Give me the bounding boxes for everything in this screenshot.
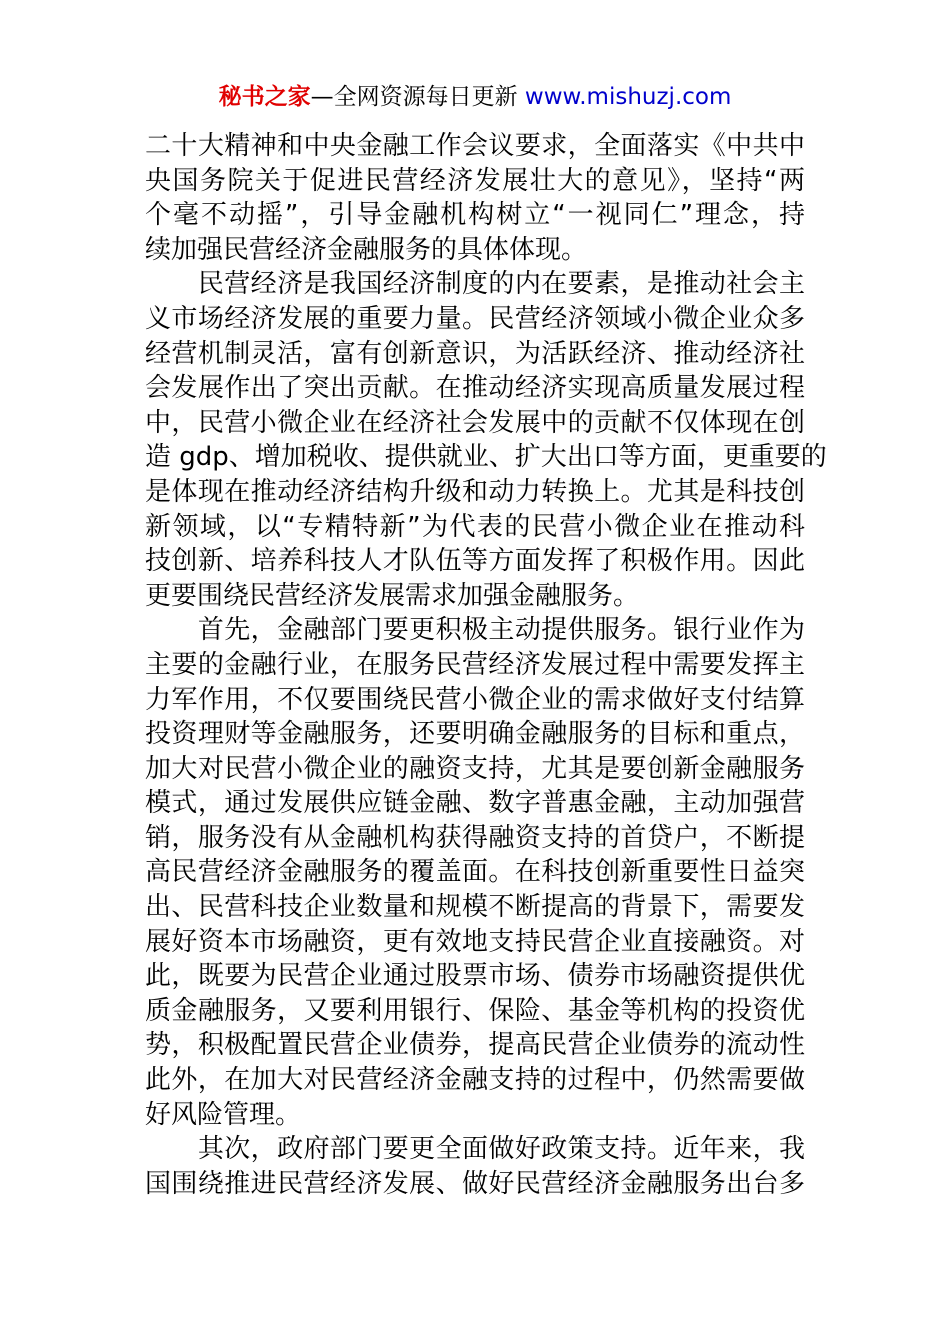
text-line: 力军作用，不仅要围绕民营小微企业的需求做好支付结算	[145, 684, 805, 715]
text-line: 民营经济是我国经济制度的内在要素，是推动社会主	[145, 269, 805, 300]
text-line: 出、民营科技企业数量和规模不断提高的背景下，需要发	[145, 892, 805, 923]
text-line: 质金融服务，又要利用银行、保险、基金等机构的投资优	[145, 995, 805, 1026]
document-body	[145, 129, 827, 1201]
paragraph	[145, 613, 805, 1132]
text-line: 投资理财等金融服务，还要明确金融服务的目标和重点，	[145, 719, 805, 750]
paragraph	[145, 267, 827, 613]
text-line: 国围绕推进民营经济发展、做好民营经济金融服务出台多	[145, 1168, 805, 1199]
text-line: 技创新、培养科技人才队伍等方面发挥了积极作用。因此	[145, 546, 805, 577]
text-line: 更要围绕民营经济发展需求加强金融服务。	[145, 580, 640, 611]
page-header	[0, 80, 950, 114]
text-line: 个毫不动摇”，引导金融机构树立“一视同仁”理念，持	[145, 200, 805, 231]
text-line: 高民营经济金融服务的覆盖面。在科技创新重要性日益突	[145, 857, 805, 888]
text-line: 续加强民营经济金融服务的具体体现。	[145, 234, 588, 265]
text-line: 此，既要为民营企业通过股票市场、债券市场融资提供优	[145, 961, 805, 992]
text-line: 义市场经济发展的重要力量。民营经济领域小微企业众多	[145, 303, 805, 334]
text-line: 此外，在加大对民营经济金融支持的过程中，仍然需要做	[145, 1065, 805, 1096]
site-url-link[interactable]: www.mishuzj.com	[524, 84, 732, 110]
text-line: 好风险管理。	[145, 1099, 302, 1130]
brand-name: 秘书之家	[218, 84, 311, 110]
text-line: 造 gdp、增加税收、提供就业、扩大出口等方面，更重要的	[145, 442, 827, 473]
text-line: 经营机制灵活，富有创新意识，为活跃经济、推动经济社	[145, 338, 805, 369]
text-line: 新领域，以“专精特新”为代表的民营小微企业在推动科	[145, 511, 805, 542]
text-line: 主要的金融行业，在服务民营经济发展过程中需要发挥主	[145, 649, 805, 680]
text-line: 加大对民营小微企业的融资支持，尤其是要创新金融服务	[145, 753, 805, 784]
text-line: 会发展作出了突出贡献。在推动经济实现高质量发展过程	[145, 373, 805, 404]
paragraph	[145, 1132, 805, 1201]
text-line: 展好资本市场融资，更有效地支持民营企业直接融资。对	[145, 926, 805, 957]
text-line: 其次，政府部门要更全面做好政策支持。近年来，我	[145, 1134, 805, 1165]
text-line: 模式，通过发展供应链金融、数字普惠金融，主动加强营	[145, 788, 805, 819]
text-line: 首先，金融部门要更积极主动提供服务。银行业作为	[145, 615, 805, 646]
text-line: 销，服务没有从金融机构获得融资支持的首贷户，不断提	[145, 822, 805, 853]
text-line: 势，积极配置民营企业债券，提高民营企业债券的流动性	[145, 1030, 805, 1061]
text-line: 二十大精神和中央金融工作会议要求，全面落实《中共中	[145, 131, 805, 161]
paragraph	[145, 129, 805, 267]
header-tagline: —全网资源每日更新	[310, 84, 518, 110]
text-line: 央国务院关于促进民营经济发展壮大的意见》，坚持“两	[145, 165, 805, 196]
text-line: 是体现在推动经济结构升级和动力转换上。尤其是科技创	[145, 476, 805, 507]
text-line: 中，民营小微企业在经济社会发展中的贡献不仅体现在创	[145, 407, 805, 438]
